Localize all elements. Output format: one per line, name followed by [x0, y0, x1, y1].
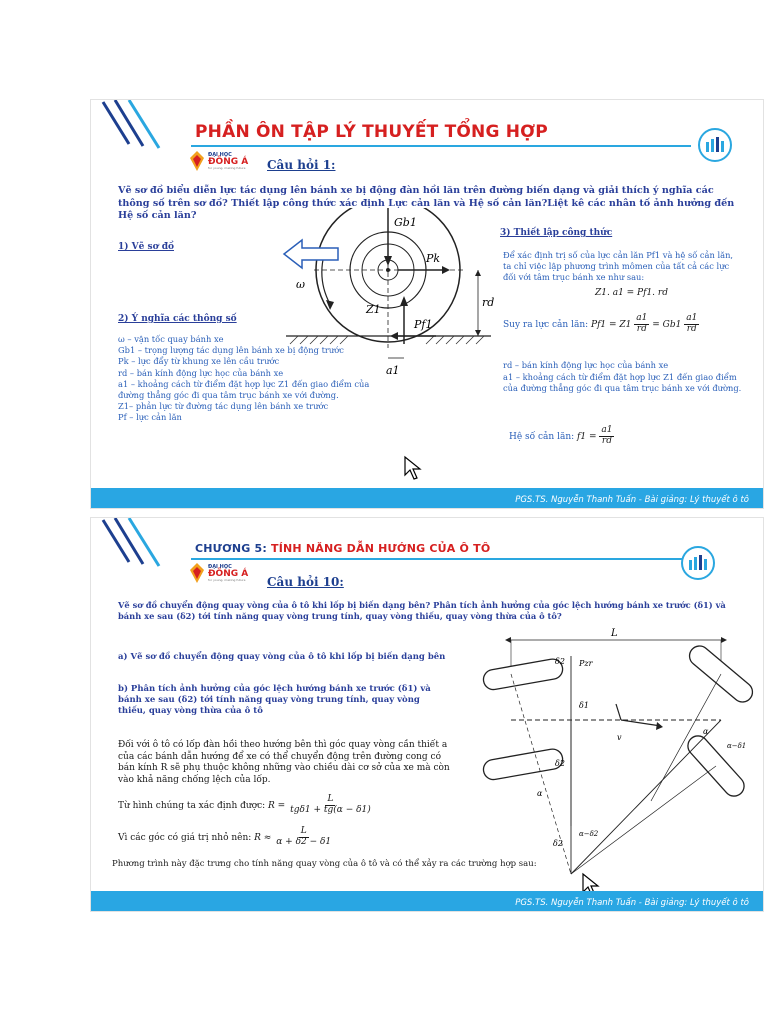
footer-author: PGS.TS. Nguyễn Thanh Tuấn - Bài giảng: Lý thuyết ô tô	[515, 495, 749, 505]
label-gb1: Gb1	[394, 216, 417, 229]
param-item: a1 – khoảng cách từ điểm đặt hợp lực Z1 đến giao điểm của đường thẳng góc đi qua tâm trục bánh xe với đường.	[118, 378, 370, 400]
university-badge-icon	[681, 546, 715, 580]
logo-tagline: for young, making future	[208, 165, 246, 170]
r2-num: L	[300, 826, 307, 836]
label-alpha-left: α	[537, 789, 543, 798]
param-item: Pf – lực cản lăn	[118, 412, 182, 423]
radius-formula-approx	[118, 827, 333, 848]
frac-num: a1	[686, 313, 698, 323]
logo-small-text: ĐẠI HỌC	[208, 563, 232, 570]
label-L: L	[611, 628, 618, 639]
derive-mid: = Gb1	[652, 319, 682, 330]
moment-equation: Z1. a1 = Pf1. rd	[595, 288, 668, 298]
frac-num: a1	[636, 313, 648, 323]
logo-big-text: ĐÔNG Á	[208, 568, 249, 579]
move-cursor-icon	[403, 455, 425, 481]
label-pk: Pk	[426, 252, 441, 265]
dong-a-logo-icon	[189, 150, 205, 172]
r-num: L	[327, 794, 334, 804]
label-alpha: α	[703, 727, 709, 736]
radius-formula-exact	[118, 795, 373, 816]
label-delta1-mid: δ1	[579, 701, 589, 710]
question-prompt: Vẽ sơ đồ chuyển động quay vòng của ô tô khi lốp bị biến dạng bên? Phân tích ảnh hưởng của góc lệch hướng bánh xe trước (δ1) và bánh xe sau (δ2) tới tính năng quay vòng trung tính, quay vòng thiếu, quay vòng thừa của ô tô?	[118, 600, 726, 621]
derive-label: Suy ra lực cản lăn:	[503, 319, 589, 330]
label-alpha-delta1: α−δ1	[727, 742, 747, 750]
dong-a-logo	[189, 150, 248, 172]
param-a1-note: a1 – khoảng cách từ điểm đặt hợp lực Z1 đến giao điểm của đường thẳng góc đi qua tâm trục bánh xe với đường.	[503, 372, 742, 394]
frac-den: rd	[601, 435, 612, 446]
coef-label: Hệ số cản lăn:	[509, 431, 575, 442]
r-den: tgδ1 + tg(α − δ1)	[290, 804, 371, 815]
university-badge-icon	[698, 128, 732, 162]
corner-stripes-decoration	[91, 100, 181, 170]
question-number: Câu hỏi 10:	[267, 575, 344, 589]
label-z1: Z1	[366, 303, 381, 316]
formula-intro: Để xác định trị số của lực cản lăn Pf1 và hệ số cản lăn, ta chỉ việc lập phương trình mômen của tất cả các lực đối với tâm trục bánh xe như sau:	[503, 250, 734, 283]
r-lhs: R =	[268, 800, 286, 811]
section-a: a) Vẽ sơ đồ chuyển động quay vòng của ô tô khi lốp bị biến dạng bên	[118, 652, 446, 662]
frac-den: rd	[636, 323, 647, 334]
rolling-resistance-derivation	[503, 314, 699, 335]
corner-stripes-decoration	[91, 518, 181, 588]
dong-a-logo	[189, 562, 248, 584]
chapter-title: TÍNH NĂNG DẪN HƯỚNG CỦA Ô TÔ	[271, 542, 491, 555]
param-item: Gb1 – trọng lượng tác dụng lên bánh xe bị động trước	[118, 345, 344, 356]
label-a1: a1	[386, 364, 400, 377]
coefficient-formula	[509, 426, 614, 447]
param-item: ω – vận tốc quay bánh xe	[118, 334, 224, 344]
slide-question-10	[91, 518, 763, 911]
chapter-heading	[195, 542, 490, 555]
r2-lhs: R ≈	[254, 832, 272, 843]
coef-lhs: f1 =	[577, 431, 597, 442]
label-v: v	[617, 733, 622, 742]
frac-den: rd	[686, 323, 697, 334]
logo-big-text: ĐÔNG Á	[208, 156, 249, 167]
label-delta2-top: δ2	[555, 657, 565, 666]
logo-small-text: ĐẠI HỌC	[208, 151, 232, 158]
label-rd: rd	[482, 296, 495, 309]
parameter-list	[118, 334, 378, 424]
question-prompt: Vẽ sơ đồ biểu diễn lực tác dụng lên bánh xe bị động đàn hồi lăn trên đường biến dạng và giải thích ý nghĩa các thông số trên sơ đồ? Thiết lập công thức xác định Lực cản lăn và Hệ số cản lăn?Liệt kê các nhân tố ảnh hưởng đến Hệ số cản lăn?	[118, 185, 735, 222]
label-pzr: Pzr	[579, 659, 593, 668]
label-omega: ω	[296, 278, 305, 291]
r-intro: Từ hình chúng ta xác định được:	[118, 800, 266, 811]
section-b: b) Phân tích ảnh hưởng của góc lệch hướng bánh xe trước (δ1) và bánh xe sau (δ2) tới tính năng quay vòng trung tính, quay vòng thiếu, quay vòng thừa của ô tô	[118, 684, 431, 717]
small-angle-note: Vì các góc có giá trị nhỏ nên:	[118, 832, 252, 843]
param-rd-note: rd – bán kính động lực học của bánh xe	[503, 360, 669, 370]
section-parameter-meaning: 2) Ý nghĩa các thông số	[118, 314, 237, 324]
param-item: rd – bán kính động lực học của bánh xe	[118, 367, 284, 378]
header-divider	[191, 145, 691, 147]
param-item: Z1– phản lực từ đường tác dụng lên bánh xe trước	[118, 401, 329, 412]
footer-author: PGS.TS. Nguyễn Thanh Tuấn - Bài giảng: Lý thuyết ô tô	[515, 898, 749, 908]
dong-a-logo-icon	[189, 562, 205, 584]
param-item: Pk – lực đẩy từ khung xe lên cầu trước	[118, 356, 280, 367]
label-alpha-delta2: α−δ2	[579, 830, 599, 838]
frac-num: a1	[601, 425, 613, 435]
question-number: Câu hỏi 1:	[267, 158, 336, 172]
section-formula: 3) Thiết lập công thức	[500, 228, 613, 238]
conclusion-text: Phương trình này đặc trưng cho tính năng quay vòng của ô tô và có thể xảy ra các trường hợp sau:	[112, 859, 537, 869]
section-draw-diagram: 1) Vẽ sơ đồ	[118, 242, 174, 252]
turning-motion-diagram	[471, 626, 756, 881]
label-pf1: Pf1	[414, 318, 433, 331]
chapter-number: CHƯƠNG 5:	[195, 542, 267, 555]
label-delta2-bottom: δ2	[555, 759, 565, 768]
slide-review-question-1	[91, 100, 763, 508]
body-paragraph: Đối với ô tô có lốp đàn hồi theo hướng bên thì góc quay vòng cần thiết a của các bánh dẫn hướng để xe có thể chuyển động trên đường cong có bán kính R sẽ phụ thuộc không những vào chiều dài cơ sở của xe mà còn vào khả năng chống lệch của lốp.	[118, 740, 450, 786]
logo-tagline: for young, making future	[208, 577, 246, 582]
label-delta2-center: δ2	[553, 839, 563, 848]
r2-den: α + δ2 − δ1	[276, 836, 332, 847]
header-divider	[191, 558, 691, 560]
slide-title: PHẦN ÔN TẬP LÝ THUYẾT TỔNG HỢP	[195, 122, 548, 142]
derive-lhs: Pf1 = Z1	[591, 319, 632, 330]
